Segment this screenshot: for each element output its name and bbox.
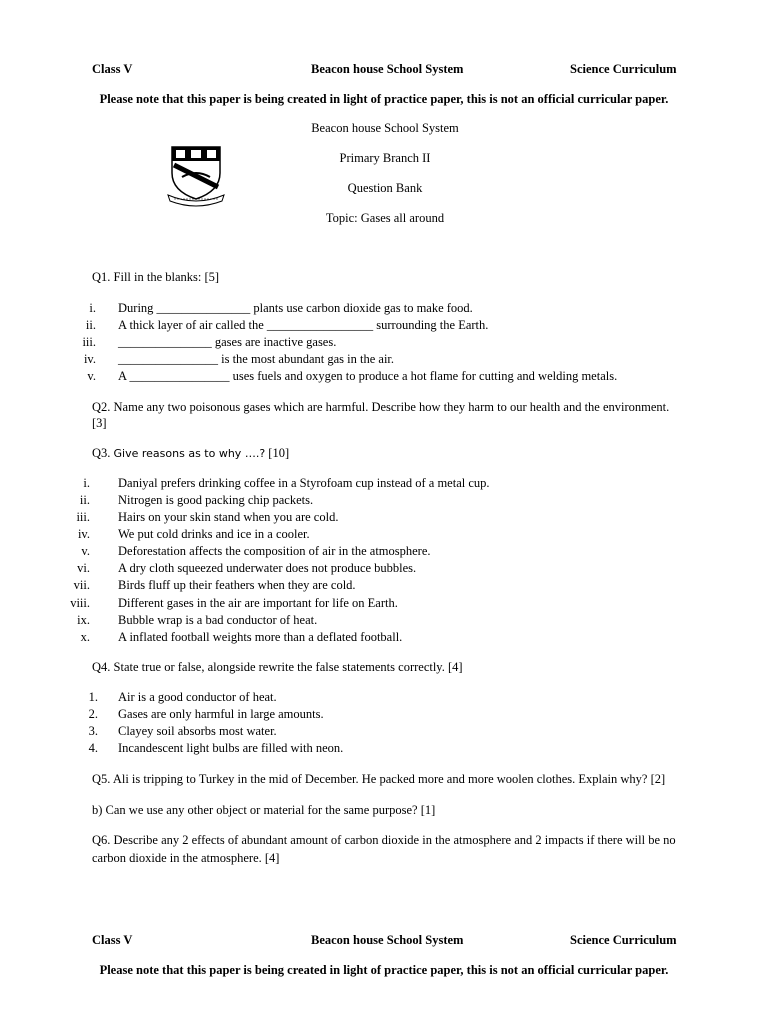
q3-item-num: vii. [73,578,90,592]
q5-text: Q5. Ali is tripping to Turkey in the mid of December. He packed more and more woolen clothes. Explain why? [2] [92,772,666,786]
q3-item-text: Birds fluff up their feathers when they are cold. [118,578,356,592]
q3-item-num: iii. [76,510,90,524]
q3-item-text: Hairs on your skin stand when you are cold. [118,510,339,524]
q3-styled: Give reasons as to why ….? [113,447,266,460]
q6-line2: carbon dioxide in the atmosphere. [4] [92,851,280,865]
q4-item-num: 4. [88,741,98,755]
q4-title: Q4. State true or false, alongside rewrite the false statements correctly. [4] [92,660,463,674]
q2-line2: [3] [92,416,107,430]
footer-school: Beacon house School System [311,933,464,947]
q3-suffix: [10] [265,446,290,460]
title-doc: Question Bank [347,181,423,195]
footer-note: Please note that this paper is being created in light of practice paper, this is not an official curricular paper. [99,963,669,977]
q1-item-text: A ________________ uses fuels and oxygen to produce a hot flame for cutting and welding metals. [118,369,618,383]
q1-item-num: iv. [83,352,96,366]
q3-item-text: Deforestation affects the composition of air in the atmosphere. [118,544,431,558]
q4-item-num: 1. [88,690,98,704]
q4-item-text: Incandescent light bulbs are filled with neon. [118,741,344,755]
q6-line1: Q6. Describe any 2 effects of abundant amount of carbon dioxide in the atmosphere and 2 impacts if there will be no [92,833,676,847]
q3-item-num: i. [83,476,90,490]
q3-item-num: x. [80,630,90,644]
q1-item-text: _______________ gases are inactive gases. [118,335,337,349]
footer-subject: Science Curriculum [570,933,677,947]
q4-item-text: Air is a good conductor of heat. [118,690,277,704]
header-class: Class V [92,62,133,76]
q4-item-num: 2. [88,707,98,721]
q3-item-num: ii. [79,493,90,507]
q3-item-text: A dry cloth squeezed underwater does not produce bubbles. [118,561,417,575]
q2-line1: Q2. Name any two poisonous gases which are harmful. Describe how they harm to our health and the environment. [92,400,670,414]
q3-item-num: vi. [77,561,90,575]
q5-b-text: b) Can we use any other object or material for the same purpose? [1] [92,803,436,817]
header-school: Beacon house School System [311,62,464,76]
title-school: Beacon house School System [311,121,459,135]
q3-item-num: iv. [77,527,90,541]
q3-title [92,446,289,461]
q1-item-num: iii. [82,335,96,349]
q3-item-text: A inflated football weights more than a deflated football. [118,630,403,644]
q1-item-num: ii. [85,318,96,332]
q3-item-text: Different gases in the air are important for life on Earth. [118,596,398,610]
q1-item-num: v. [87,369,96,383]
header-subject: Science Curriculum [570,62,677,76]
header-note: Please note that this paper is being created in light of practice paper, this is not an official curricular paper. [99,92,669,106]
q3-prefix: Q3. [92,446,114,460]
q1-item-num: i. [89,301,96,315]
q3-item-num: ix. [77,613,90,627]
q3-item-num: viii. [70,596,90,610]
q3-item-text: Daniyal prefers drinking coffee in a Styrofoam cup instead of a metal cup. [118,476,490,490]
q1-item-text: A thick layer of air called the _________________ surrounding the Earth. [118,318,489,332]
title-branch: Primary Branch II [339,151,431,165]
title-topic: Topic: Gases all around [325,211,445,225]
q1-title: Q1. Fill in the blanks: [5] [92,270,220,284]
footer-class: Class V [92,933,133,947]
q4-item-text: Gases are only harmful in large amounts. [118,707,324,721]
q4-item-text: Clayey soil absorbs most water. [118,724,277,738]
q4-item-num: 3. [88,724,98,738]
q1-item-text: During _______________ plants use carbon dioxide gas to make food. [118,301,473,315]
q3-item-num: v. [81,544,90,558]
school-crest-logo [160,143,232,207]
q3-item-text: Nitrogen is good packing chip packets. [118,493,314,507]
q3-item-text: We put cold drinks and ice in a cooler. [118,527,310,541]
q3-item-text: Bubble wrap is a bad conductor of heat. [118,613,318,627]
q1-item-text: ________________ is the most abundant gas in the air. [118,352,395,366]
